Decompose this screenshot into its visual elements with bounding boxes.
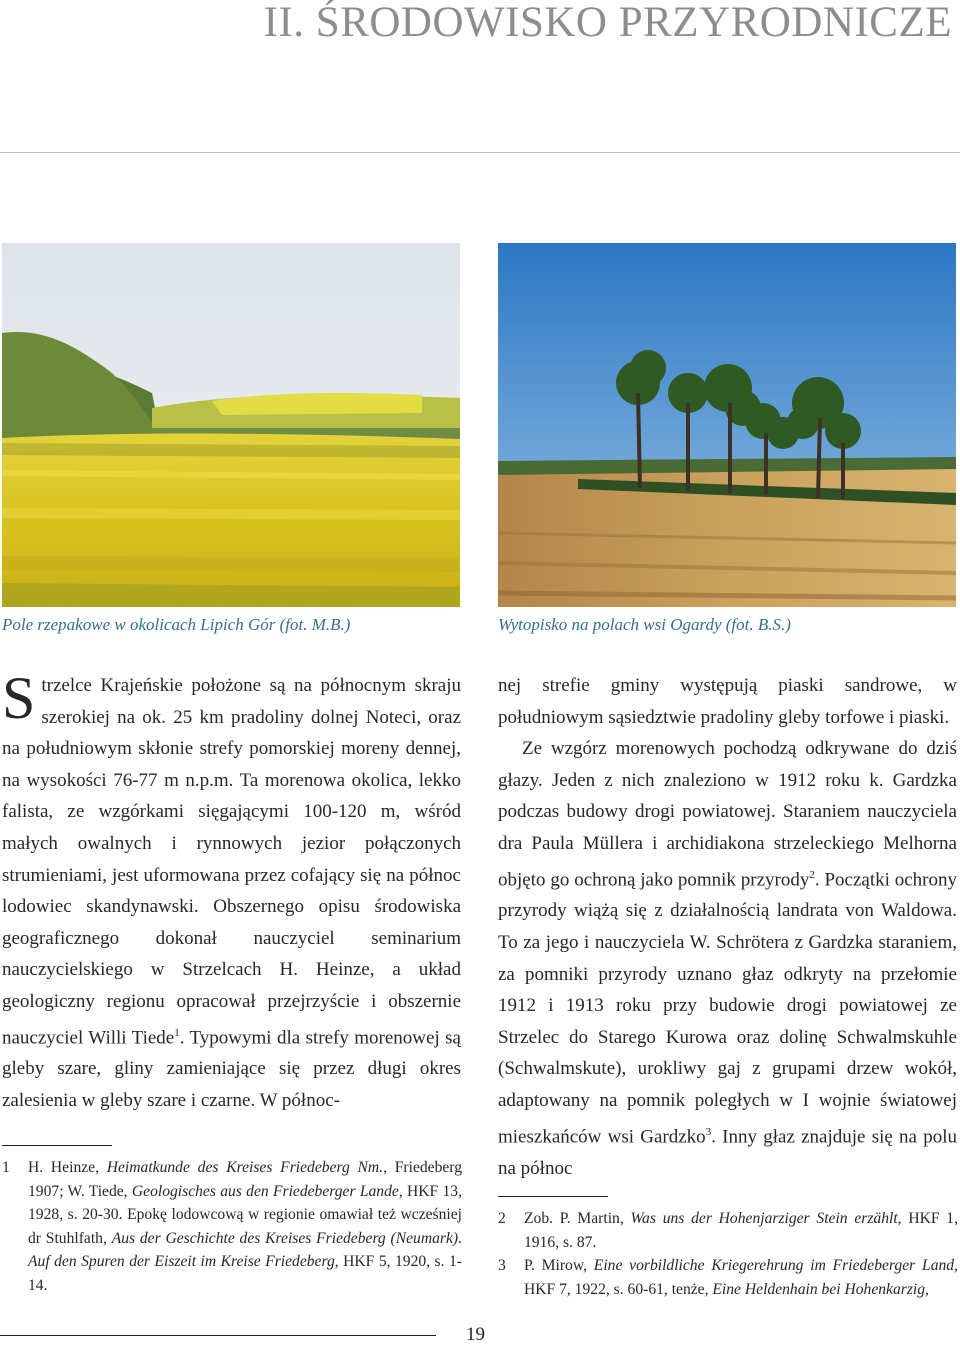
- photo-rapeseed-field: [2, 243, 460, 607]
- paragraph: Strzelce Krajeńskie położone są na północnym skraju szerokiej na ok. 25 km pradoliny dolnej Noteci, oraz na południowym skłonie strefy pomorskiej moreny dennej, na wysokości 76-77 m n.p.m. Ta morenowa okolica, lekko falista, ze wzgórkami sięgającymi 100-120 m, wśród małych owalnych i rynnowych jezior połączonych strumieniami, jest uformowana przez cofający się na północ lodowiec skandynawski. Obszernego opisu środowiska geograficznego dokonał nauczyciel seminarium nauczycielskiego w Strzelcach H. Heinze, a układ geologiczny regionu opracował przejrzyście i obszernie nauczyciel Willi Tiede$^1$. Typowymi dla strefy morenowej są gleby szare, gliny zamieniające się przez długi okres zalesienia w gleby szare i czarne. W północ-: [2, 665, 461, 1112]
- paragraph: Ze wzgórz morenowych pochodzą odkrywane do dziś głazy. Jeden z nich znaleziono w 1912 roku k. Gardzka podczas budowy drogi powiatowej. Staraniem nauczyciela dra Paula Müllera i archidiakona strzeleckiego Melhorna objęto go ochroną jako pomnik przyrody$^2$. Początki ochrony przyrody wiążą się z działalnością landrata von Waldowa. To za jego i nauczyciela W. Schrötera z Gardzka staraniem, za pomniki przyrody uznano głaz odkryty na przełomie 1912 i 1913 roku przy budowie drogi powiatowej ze Strzelec do Starego Kurowa oraz dolinę Schwalmskuhle (Schwalmskute), urokliwy gaj z grupami drzew wokół, adaptowany na pomnik poległych w I wojnie światowej mieszkańców wsi Gardzko$^3$. Inny głaz znajduje się na polu na północ: [498, 738, 957, 1179]
- footnote-ref-1: 1: [174, 1026, 180, 1039]
- header-divider: [0, 152, 960, 153]
- paragraph: nej strefie gminy występują piaski sandrowe, w południowym sąsiedztwie pradoliny gleby torfowe i piaski.: [498, 675, 957, 728]
- footnote-ref-2: 2: [809, 868, 815, 881]
- footnote-1: 1 H. Heinze, Heimatkunde des Kreises Friedeberg Nm., Friedeberg 1907; W. Tiede, Geologisches aus den Friedeberger Lande, HKF 13, 1928, s. 20-30. Epokę lodowcową w regionie omawiał też wcześniej dr Stuhlfath, Aus der Geschichte des Kreises Friedeberg (Neumark). Auf den Spuren der Eiszeit im Kreise Friedeberg, HKF 5, 1920, s. 1-14.: [2, 1159, 463, 1294]
- page-number-rule: [0, 1335, 436, 1336]
- footnote-ref-3: 3: [705, 1125, 712, 1138]
- chapter-title: II. ŚRODOWISKO PRZYRODNICZE: [263, 0, 952, 46]
- page-number: 19: [466, 1324, 485, 1345]
- caption-right-photo: Wytopisko na polach wsi Ogardy (fot. B.S.): [498, 615, 791, 634]
- caption-left-photo: Pole rzepakowe w okolicach Lipich Gór (fot. M.B.): [2, 615, 351, 634]
- rapeseed-field-illustration: [2, 243, 460, 607]
- footnote-divider: [2, 1145, 112, 1146]
- right-text-column: [498, 670, 957, 1184]
- photo-wheat-field-trees: [498, 243, 956, 607]
- footnote-3: 3 P. Mirow, Eine vorbildliche Kriegerehrung im Friedeberger Land, HKF 7, 1922, s. 60-61, tenże, Eine Heldenhain bei Hohenkarzig,: [498, 1257, 958, 1298]
- footnote-divider: [498, 1196, 608, 1197]
- footnote-2: 2 Zob. P. Martin, Was uns der Hohenjarziger Stein erzählt, HKF 1, 1916, s. 87.: [498, 1210, 958, 1251]
- wheat-field-illustration: [498, 243, 956, 607]
- left-text-column: [2, 665, 461, 1117]
- drop-cap: S: [2, 665, 36, 731]
